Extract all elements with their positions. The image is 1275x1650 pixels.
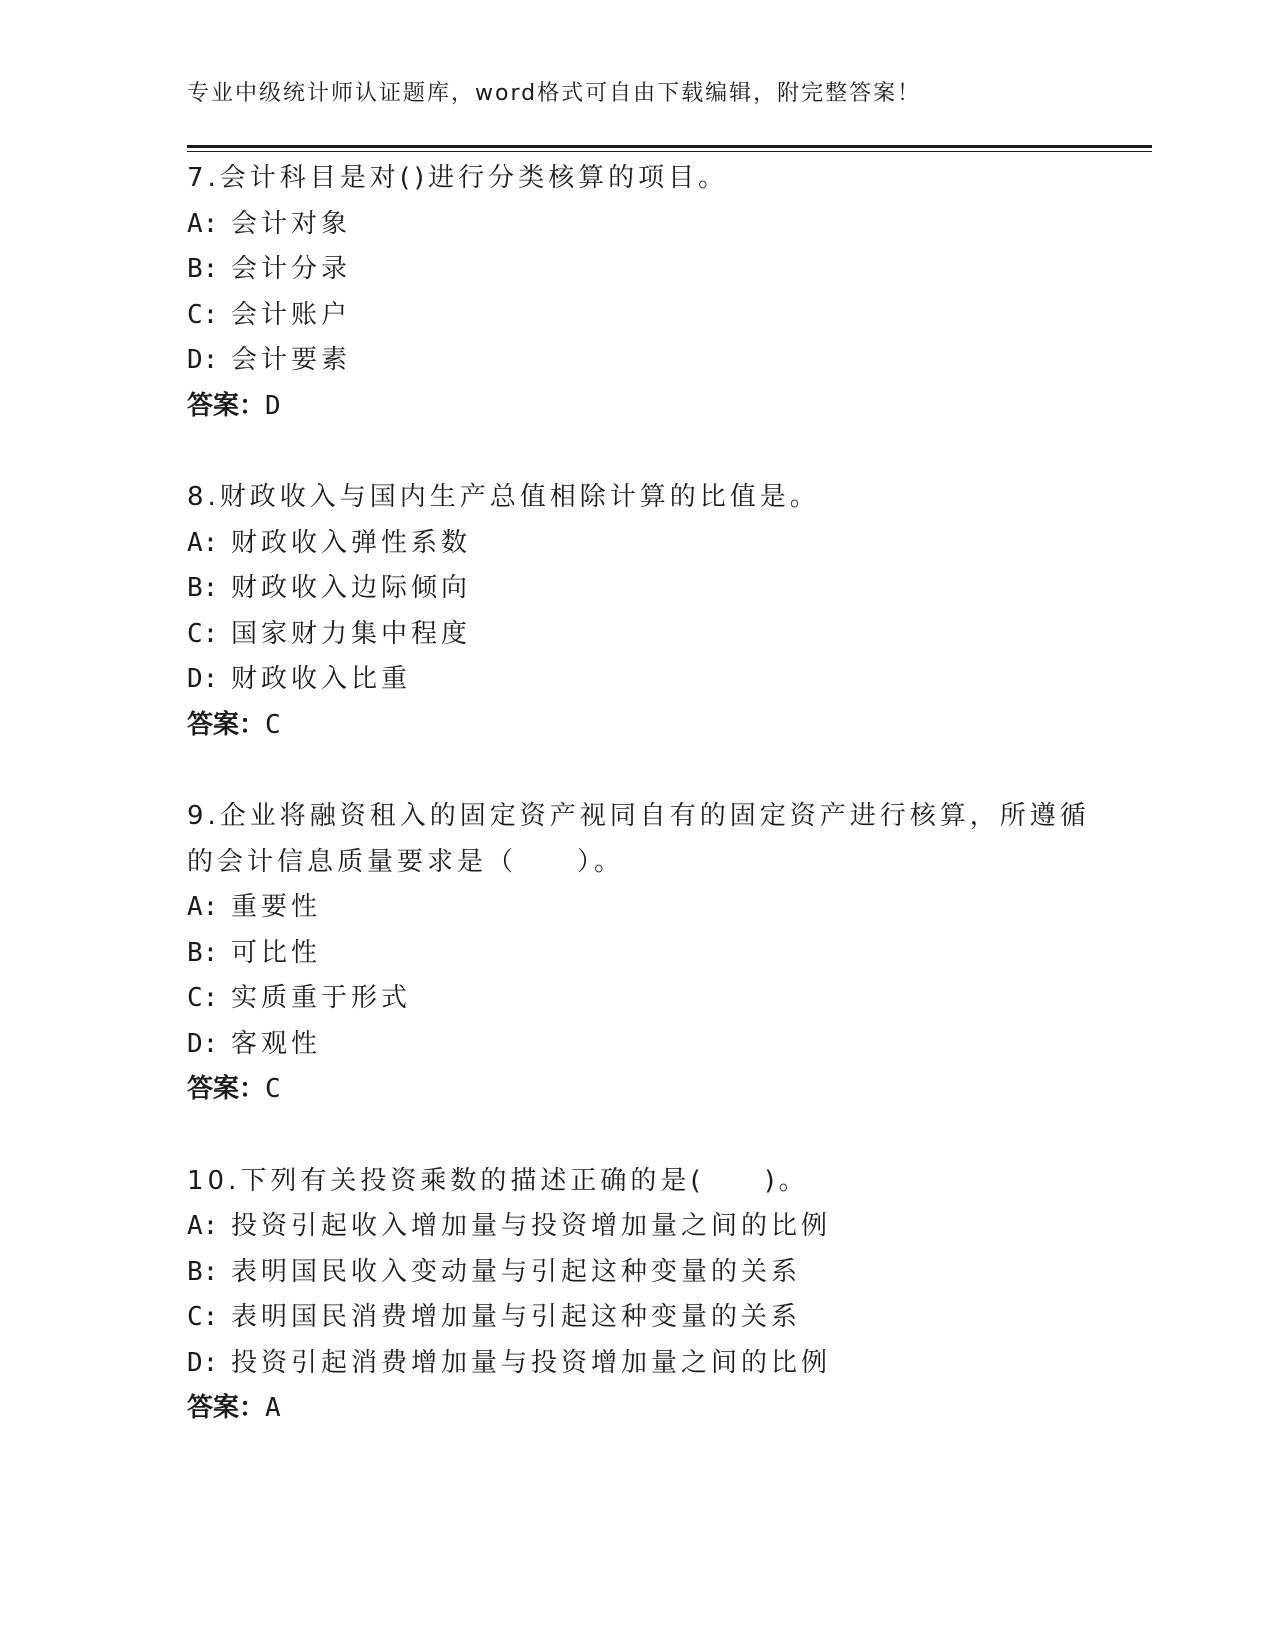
option-d bbox=[187, 1341, 1117, 1387]
option-b bbox=[187, 247, 1117, 293]
question-stem: 7.会计科目是对()进行分类核算的项目。 bbox=[187, 163, 729, 193]
option-c bbox=[187, 1295, 1117, 1341]
option-text: 客观性 bbox=[231, 1028, 322, 1059]
answer-label: 答案： bbox=[187, 709, 266, 740]
answer-label: 答案： bbox=[187, 1393, 266, 1423]
question-stem: 8.财政收入与国内生产总值相除计算的比值是。 bbox=[187, 482, 820, 512]
option-text: 重要性 bbox=[231, 892, 322, 922]
page-header: 专业中级统计师认证题库，word格式可自由下载编辑，附完整答案！ bbox=[187, 81, 922, 106]
answer-value: A bbox=[265, 1393, 281, 1423]
option-letter: C: bbox=[187, 983, 219, 1013]
answer-value: C bbox=[265, 709, 281, 740]
option-text: 会计账户 bbox=[231, 299, 352, 330]
option-letter: B: bbox=[187, 573, 219, 603]
question-8 bbox=[187, 475, 1117, 748]
header-rule-thin bbox=[187, 151, 1152, 152]
option-letter: C: bbox=[187, 618, 219, 649]
option-a bbox=[187, 202, 1117, 248]
option-c bbox=[187, 293, 1117, 339]
option-d bbox=[187, 1022, 1117, 1068]
option-text: 国家财力集中程度 bbox=[231, 618, 472, 649]
option-text: 表明国民消费增加量与引起这种变量的关系 bbox=[231, 1302, 802, 1332]
option-letter: D: bbox=[187, 345, 219, 375]
answer-line bbox=[187, 1386, 1117, 1432]
option-letter: C: bbox=[187, 1302, 219, 1332]
option-text: 会计分录 bbox=[231, 254, 352, 284]
question-stem-continued: 的会计信息质量要求是（ ）。 bbox=[187, 846, 625, 877]
option-text: 实质重于形式 bbox=[231, 983, 412, 1013]
answer-value: D bbox=[265, 390, 281, 421]
option-d bbox=[187, 338, 1117, 384]
option-letter: A: bbox=[187, 208, 219, 239]
option-letter: A: bbox=[187, 1211, 219, 1241]
option-d bbox=[187, 657, 1117, 703]
option-b bbox=[187, 1250, 1117, 1296]
question-stem: 10.下列有关投资乘数的描述正确的是( )。 bbox=[187, 1165, 809, 1196]
option-letter: A: bbox=[187, 892, 219, 922]
question-7 bbox=[187, 156, 1117, 429]
answer-line bbox=[187, 703, 1117, 749]
option-b bbox=[187, 566, 1117, 612]
option-c bbox=[187, 612, 1117, 658]
option-text: 财政收入边际倾向 bbox=[231, 573, 472, 603]
option-text: 投资引起消费增加量与投资增加量之间的比例 bbox=[231, 1347, 832, 1378]
answer-line bbox=[187, 384, 1117, 430]
option-text: 会计对象 bbox=[231, 208, 352, 239]
option-letter: B: bbox=[187, 937, 219, 968]
header-rule-thick bbox=[187, 145, 1152, 148]
option-letter: D: bbox=[187, 1347, 219, 1378]
option-text: 财政收入弹性系数 bbox=[231, 527, 472, 558]
question-stem: 9.企业将融资租入的固定资产视同自有的固定资产进行核算，所遵循 bbox=[187, 801, 1090, 831]
question-9 bbox=[187, 794, 1117, 1113]
answer-value: C bbox=[265, 1074, 281, 1104]
option-text: 财政收入比重 bbox=[231, 664, 412, 694]
option-b bbox=[187, 931, 1117, 977]
option-text: 表明国民收入变动量与引起这种变量的关系 bbox=[231, 1256, 802, 1287]
option-letter: B: bbox=[187, 254, 219, 284]
option-letter: A: bbox=[187, 527, 219, 558]
answer-line bbox=[187, 1067, 1117, 1113]
option-text: 投资引起收入增加量与投资增加量之间的比例 bbox=[231, 1211, 832, 1241]
option-c bbox=[187, 976, 1117, 1022]
option-text: 会计要素 bbox=[231, 345, 352, 375]
option-letter: B: bbox=[187, 1256, 219, 1287]
answer-label: 答案： bbox=[187, 390, 266, 421]
answer-label: 答案： bbox=[187, 1074, 266, 1104]
question-list bbox=[187, 156, 1117, 1478]
option-letter: D: bbox=[187, 1028, 219, 1059]
option-letter: D: bbox=[187, 664, 219, 694]
option-letter: C: bbox=[187, 299, 219, 330]
option-a bbox=[187, 1204, 1117, 1250]
option-a bbox=[187, 885, 1117, 931]
option-a bbox=[187, 521, 1117, 567]
question-10 bbox=[187, 1159, 1117, 1432]
option-text: 可比性 bbox=[231, 937, 322, 968]
